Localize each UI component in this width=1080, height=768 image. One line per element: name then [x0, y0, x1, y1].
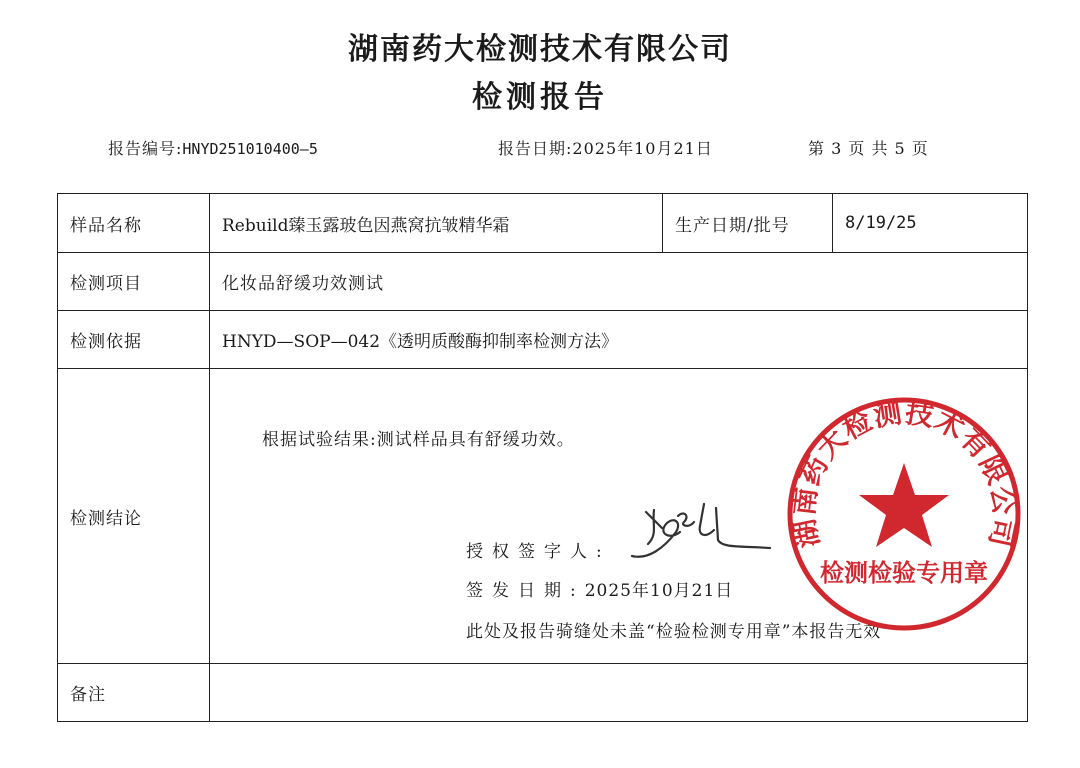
- table-row: [58, 194, 1028, 253]
- signature-image: [618, 490, 788, 570]
- report-date: [498, 136, 713, 159]
- remarks-label: 备注: [58, 664, 210, 722]
- sample-name-value: Rebuild臻玉露玻色因燕窝抗皱精华霜: [210, 194, 663, 253]
- issue-date-value: 2025年10月21日: [584, 581, 734, 601]
- company-name: 湖南药大检测技术有限公司: [348, 32, 732, 67]
- report-date-value: 2025年10月21日: [572, 139, 713, 158]
- report-date-label: 报告日期:: [498, 139, 573, 158]
- table-row: [58, 253, 1028, 311]
- seal-star-icon: [859, 463, 949, 547]
- table-row: [58, 311, 1028, 369]
- sample-name-label: 样品名称: [58, 194, 210, 253]
- issue-date-label: 签发日期:: [466, 581, 585, 601]
- test-basis-label: 检测依据: [58, 311, 210, 369]
- report-number-value: HNYD251010400—5: [182, 140, 318, 158]
- report-number-label: 报告编号:: [108, 139, 183, 158]
- conclusion-label: 检测结论: [58, 369, 210, 664]
- conclusion-text: 根据试验结果:测试样品具有舒缓功效。: [262, 430, 575, 450]
- production-label: 生产日期/批号: [663, 194, 833, 253]
- test-item-value: 化妆品舒缓功效测试: [210, 253, 1028, 311]
- test-basis-value: HNYD—SOP—042《透明质酸酶抑制率检测方法》: [210, 311, 1028, 369]
- signer-label: 授权签字人:: [466, 542, 611, 562]
- seal-bottom-text: 检测检验专用章: [820, 559, 988, 587]
- seal-note: 此处及报告骑缝处未盖“检验检测专用章”本报告无效: [466, 622, 882, 642]
- report-number: [108, 136, 318, 159]
- issue-date-line: [466, 576, 733, 601]
- company-seal: [785, 395, 1023, 633]
- seal-arc-text: 湖南药大检测技术有限公司: [787, 395, 1021, 551]
- page-info: 第 3 页 共 5 页: [808, 139, 929, 158]
- remarks-value: [210, 664, 1028, 722]
- test-item-label: 检测项目: [58, 253, 210, 311]
- document-title: 检测报告: [472, 80, 608, 115]
- production-value: 8/19/25: [833, 194, 1028, 253]
- table-row: [58, 664, 1028, 722]
